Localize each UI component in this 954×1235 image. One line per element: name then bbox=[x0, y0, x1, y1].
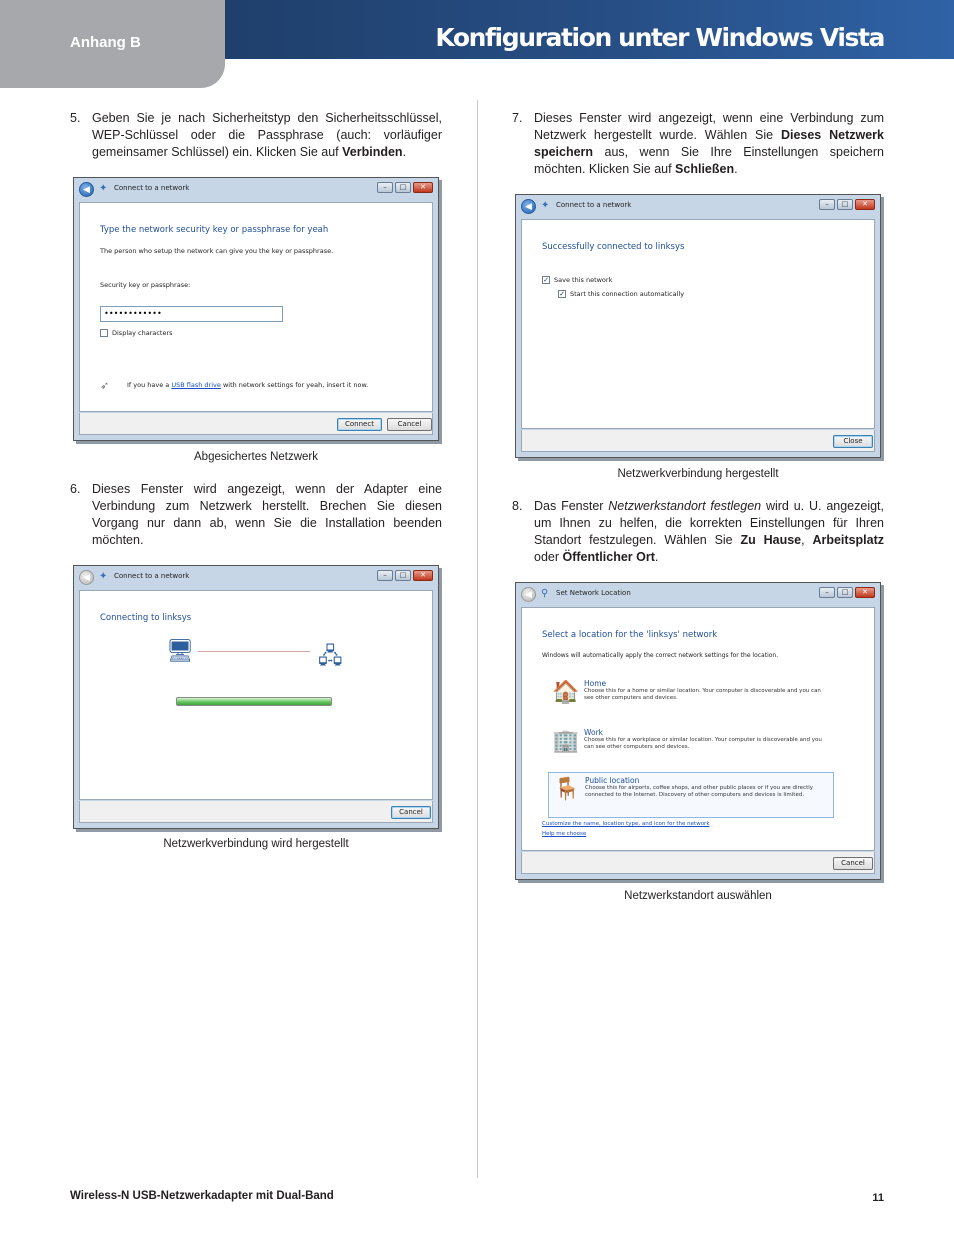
minimize-icon[interactable]: – bbox=[377, 570, 393, 581]
dialog-heading: Connecting to linksys bbox=[100, 613, 192, 623]
minimize-icon[interactable]: – bbox=[819, 587, 835, 598]
computer-icon: 🖥 bbox=[166, 639, 194, 664]
network-icon: ✦ bbox=[99, 183, 108, 194]
network-location-icon: ⚲ bbox=[541, 588, 549, 599]
dialog-security-key bbox=[73, 177, 439, 441]
column-divider bbox=[477, 100, 478, 1178]
home-icon: 🏠 bbox=[552, 680, 580, 705]
dialog-heading: Select a location for the 'linksys' network bbox=[542, 630, 718, 640]
usb-hint: If you have a USB flash drive with network settings for yeah, insert it now. bbox=[127, 381, 369, 389]
auto-connect-checkbox[interactable]: ✓ bbox=[559, 290, 565, 298]
dialog-heading: Successfully connected to linksys bbox=[542, 242, 685, 252]
dialog-titlebar bbox=[516, 195, 880, 219]
cancel-button[interactable]: Cancel bbox=[833, 857, 873, 870]
connection-line bbox=[198, 651, 310, 652]
usb-flash-link[interactable]: USB flash drive bbox=[171, 381, 221, 389]
display-characters-checkbox[interactable] bbox=[100, 329, 108, 337]
office-building-icon: 🏢 bbox=[552, 729, 580, 754]
header-band bbox=[225, 0, 954, 59]
section-tab bbox=[0, 0, 225, 88]
caption-secured-network: Abgesichertes Netzwerk bbox=[194, 451, 318, 463]
auto-connect-label: Start this connection automatically bbox=[570, 290, 685, 298]
footer-product: Wireless-N USB-Netzwerkadapter mit Dual-Band bbox=[70, 1190, 334, 1202]
dialog-title: Set Network Location bbox=[556, 589, 631, 597]
back-arrow-icon[interactable]: ◀ bbox=[521, 199, 536, 214]
dialog-body bbox=[79, 590, 433, 800]
page-number: 11 bbox=[872, 1192, 884, 1204]
maximize-icon[interactable]: □ bbox=[837, 199, 853, 210]
checkbox-label: Display characters bbox=[112, 329, 173, 337]
location-option-home[interactable]: 🏠 Home Choose this for a home or similar location. Your computer is discoverable and you can see other computers and devices. bbox=[552, 679, 821, 705]
dialog-titlebar bbox=[74, 566, 438, 590]
dialog-footer bbox=[79, 413, 433, 435]
maximize-icon[interactable]: □ bbox=[837, 587, 853, 598]
progress-bar bbox=[176, 697, 332, 706]
customize-network-link[interactable]: Customize the name, location type, and icon for the network bbox=[542, 821, 710, 827]
dialog-titlebar bbox=[516, 583, 880, 607]
dialog-title: Connect to a network bbox=[114, 572, 190, 580]
caption-network-location: Netzwerkstandort auswählen bbox=[624, 890, 772, 902]
dialog-footer bbox=[79, 801, 433, 823]
network-icon: ✦ bbox=[541, 200, 550, 211]
dialog-title: Connect to a network bbox=[556, 201, 632, 209]
location-option-public[interactable]: 🪑 Public location Choose this for airports, coffee shops, and other public places or if you are directly connected to the Internet. Discovery of other computers and devices is limited. bbox=[548, 772, 834, 818]
back-arrow-icon[interactable]: ◀ bbox=[79, 182, 94, 197]
minimize-icon[interactable]: – bbox=[377, 182, 393, 193]
back-arrow-icon[interactable]: ◀ bbox=[521, 587, 536, 602]
minimize-icon[interactable]: – bbox=[819, 199, 835, 210]
dialog-title: Connect to a network bbox=[114, 184, 190, 192]
dialog-connected bbox=[515, 194, 881, 458]
close-button[interactable]: Close bbox=[833, 435, 873, 448]
section-label: Anhang B bbox=[70, 34, 141, 51]
dialog-connecting bbox=[73, 565, 439, 829]
usb-drive-icon: ➶ bbox=[100, 379, 110, 392]
dialog-footer bbox=[521, 852, 875, 874]
dialog-body bbox=[79, 202, 433, 412]
network-computers-icon: 🖧 bbox=[318, 644, 343, 669]
park-bench-icon: 🪑 bbox=[553, 777, 581, 802]
help-me-choose-link[interactable]: Help me choose bbox=[542, 831, 587, 837]
dialog-subtext: The person who setup the network can give you the key or passphrase. bbox=[100, 247, 334, 255]
maximize-icon[interactable]: □ bbox=[395, 570, 411, 581]
location-option-work[interactable]: 🏢 Work Choose this for a workplace or similar location. Your computer is discoverable and you can see other computers and devices. bbox=[552, 728, 822, 754]
dialog-subtext: Windows will automatically apply the correct network settings for the location. bbox=[542, 652, 779, 659]
back-arrow-icon[interactable]: ◀ bbox=[79, 570, 94, 585]
security-key-input[interactable]: •••••••••••• bbox=[100, 306, 283, 322]
close-icon[interactable]: ✕ bbox=[413, 182, 433, 193]
network-icon: ✦ bbox=[99, 571, 108, 582]
dialog-body bbox=[521, 219, 875, 429]
cancel-button[interactable]: Cancel bbox=[391, 806, 431, 819]
maximize-icon[interactable]: □ bbox=[395, 182, 411, 193]
close-icon[interactable]: ✕ bbox=[855, 199, 875, 210]
dialog-footer bbox=[521, 430, 875, 452]
field-label: Security key or passphrase: bbox=[100, 281, 191, 289]
dialog-titlebar bbox=[74, 178, 438, 202]
dialog-network-location bbox=[515, 582, 881, 880]
caption-connected: Netzwerkverbindung hergestellt bbox=[617, 468, 779, 480]
caption-connecting: Netzwerkverbindung wird hergestellt bbox=[163, 838, 349, 850]
dialog-heading: Type the network security key or passphrase for yeah bbox=[100, 225, 329, 235]
save-network-label: Save this network bbox=[554, 276, 613, 284]
page-title: Konfiguration unter Windows Vista bbox=[435, 23, 884, 52]
dialog-body bbox=[521, 607, 875, 851]
save-network-checkbox[interactable]: ✓ bbox=[543, 276, 549, 284]
connect-button[interactable]: Connect bbox=[337, 418, 382, 431]
close-icon[interactable]: ✕ bbox=[855, 587, 875, 598]
close-icon[interactable]: ✕ bbox=[413, 570, 433, 581]
cancel-button[interactable]: Cancel bbox=[387, 418, 432, 431]
